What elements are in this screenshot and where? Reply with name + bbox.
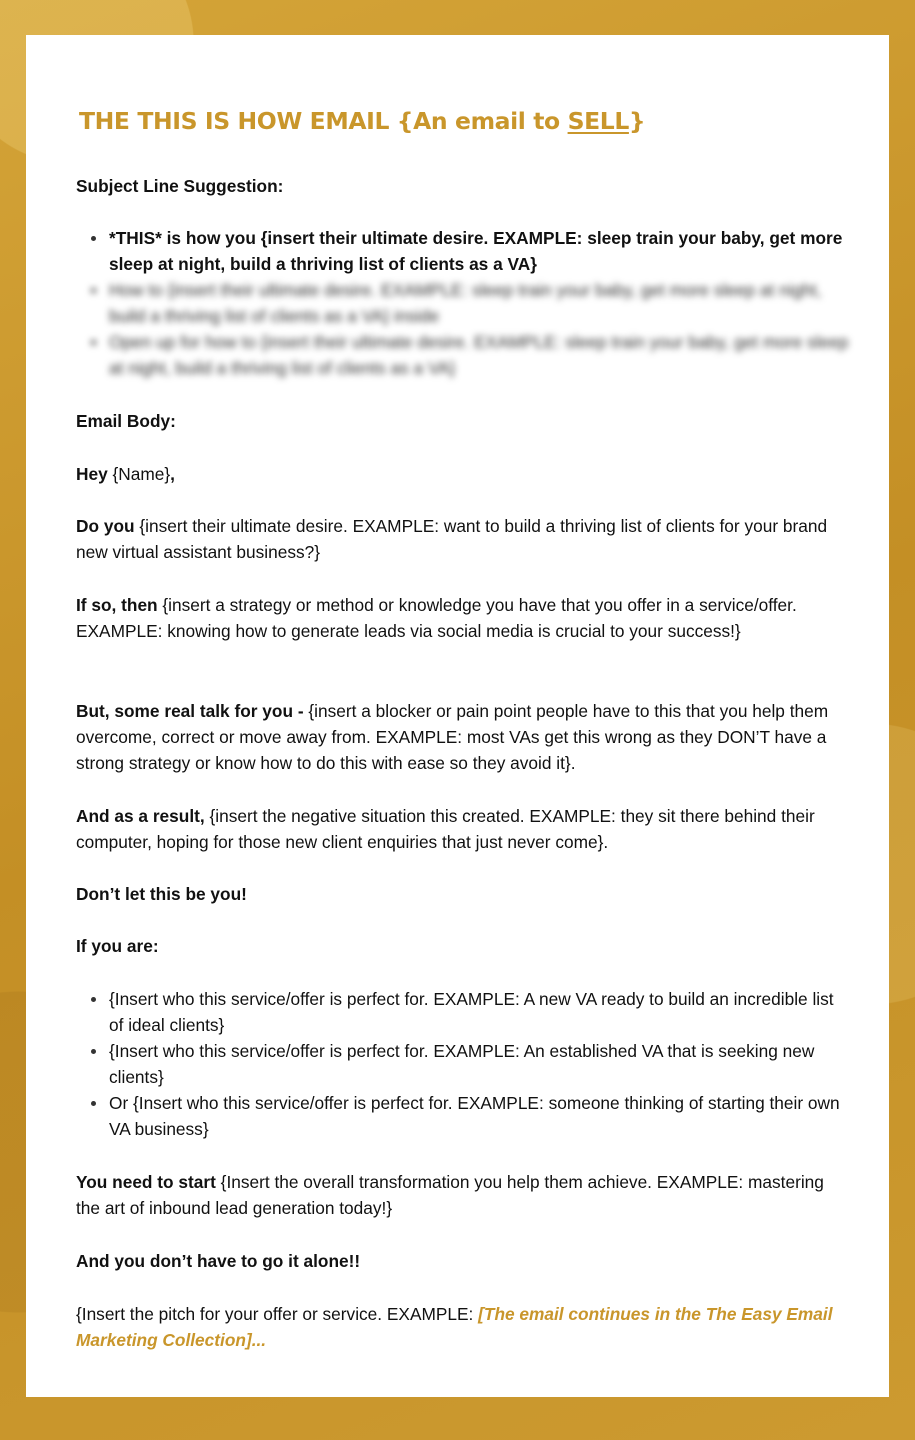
do-you-text: {insert their ultimate desire. EXAMPLE: want to build a thriving list of clients for your brand new virtual assistant business?} — [76, 516, 828, 562]
greeting-comma: , — [170, 464, 175, 484]
real-talk-bold: But, some real talk for you - — [76, 701, 304, 721]
paragraph-pitch — [76, 1301, 846, 1353]
title-close: } — [628, 107, 646, 135]
paragraph-result — [76, 803, 846, 855]
paragraph-need-start — [76, 1169, 846, 1221]
real-talk-text: {insert a blocker or pain point people have to this that you help them overcome, correct or move away from. EXAMPLE: most VAs get this wrong as they DON’T have a strong strategy or know how to do this with ease so they avoid it}. — [76, 701, 829, 773]
need-start-text: {Insert the overall transformation you help them achieve. EXAMPLE: mastering the art of inbound lead generation today!} — [76, 1172, 824, 1218]
result-bold: And as a result, — [76, 806, 205, 826]
paragraph-real-talk — [76, 698, 846, 776]
paragraph-do-you — [76, 513, 846, 565]
pitch-cta: [The email continues in the The Easy Email Marketing Collection]... — [76, 1304, 833, 1350]
greeting-name: {Name} — [107, 464, 171, 484]
subject-item-blurred: Open up for how to {insert their ultimate desire. EXAMPLE: sleep train your baby, get more sleep at night, build a thriving list of clients as a VA} — [109, 329, 849, 381]
audience-list — [76, 986, 849, 1142]
dont-let-heading: Don’t let this be you! — [76, 884, 247, 904]
audience-item: {Insert who this service/offer is perfect for. EXAMPLE: An established VA that is seeking new clients} — [109, 1038, 849, 1090]
subject-list — [76, 225, 849, 381]
greeting — [76, 461, 846, 487]
audience-item: {Insert who this service/offer is perfect for. EXAMPLE: A new VA ready to build an incredible list of ideal clients} — [109, 986, 849, 1038]
subject-item-blurred: How to {insert their ultimate desire. EXAMPLE: sleep train your baby, get more sleep at night, build a thriving list of clients as a VA} inside — [109, 277, 849, 329]
subject-item: *THIS* is how you {insert their ultimate desire. EXAMPLE: sleep train your baby, get more sleep at night, build a thriving list of clients as a VA} — [109, 225, 849, 277]
audience-item: Or {Insert who this service/offer is perfect for. EXAMPLE: someone thinking of starting their own VA business} — [109, 1090, 849, 1142]
greeting-bold: Hey — [76, 464, 108, 484]
title-main: THE THIS IS HOW EMAIL {An email to — [79, 107, 568, 135]
email-body-heading: Email Body: — [76, 411, 176, 431]
result-text: {insert the negative situation this created. EXAMPLE: they sit there behind their computer, hoping for those new client enquiries that just never come}. — [76, 806, 815, 852]
not-alone-heading: And you don’t have to go it alone!! — [76, 1251, 361, 1271]
if-so-bold: If so, then — [76, 595, 158, 615]
if-so-text: {insert a strategy or method or knowledge you have that you offer in a service/offer. EXAMPLE: knowing how to generate leads via social media is crucial to your success!} — [76, 595, 797, 641]
pitch-text: {Insert the pitch for your offer or service. EXAMPLE: — [76, 1304, 479, 1324]
title-sell: SELL — [567, 107, 629, 135]
if-you-are-heading: If you are: — [76, 936, 159, 956]
page-title — [79, 107, 645, 135]
do-you-bold: Do you — [76, 516, 135, 536]
document-page — [26, 35, 889, 1397]
need-start-bold: You need to start — [76, 1172, 216, 1192]
subject-heading: Subject Line Suggestion: — [76, 176, 284, 196]
paragraph-if-so — [76, 592, 846, 644]
